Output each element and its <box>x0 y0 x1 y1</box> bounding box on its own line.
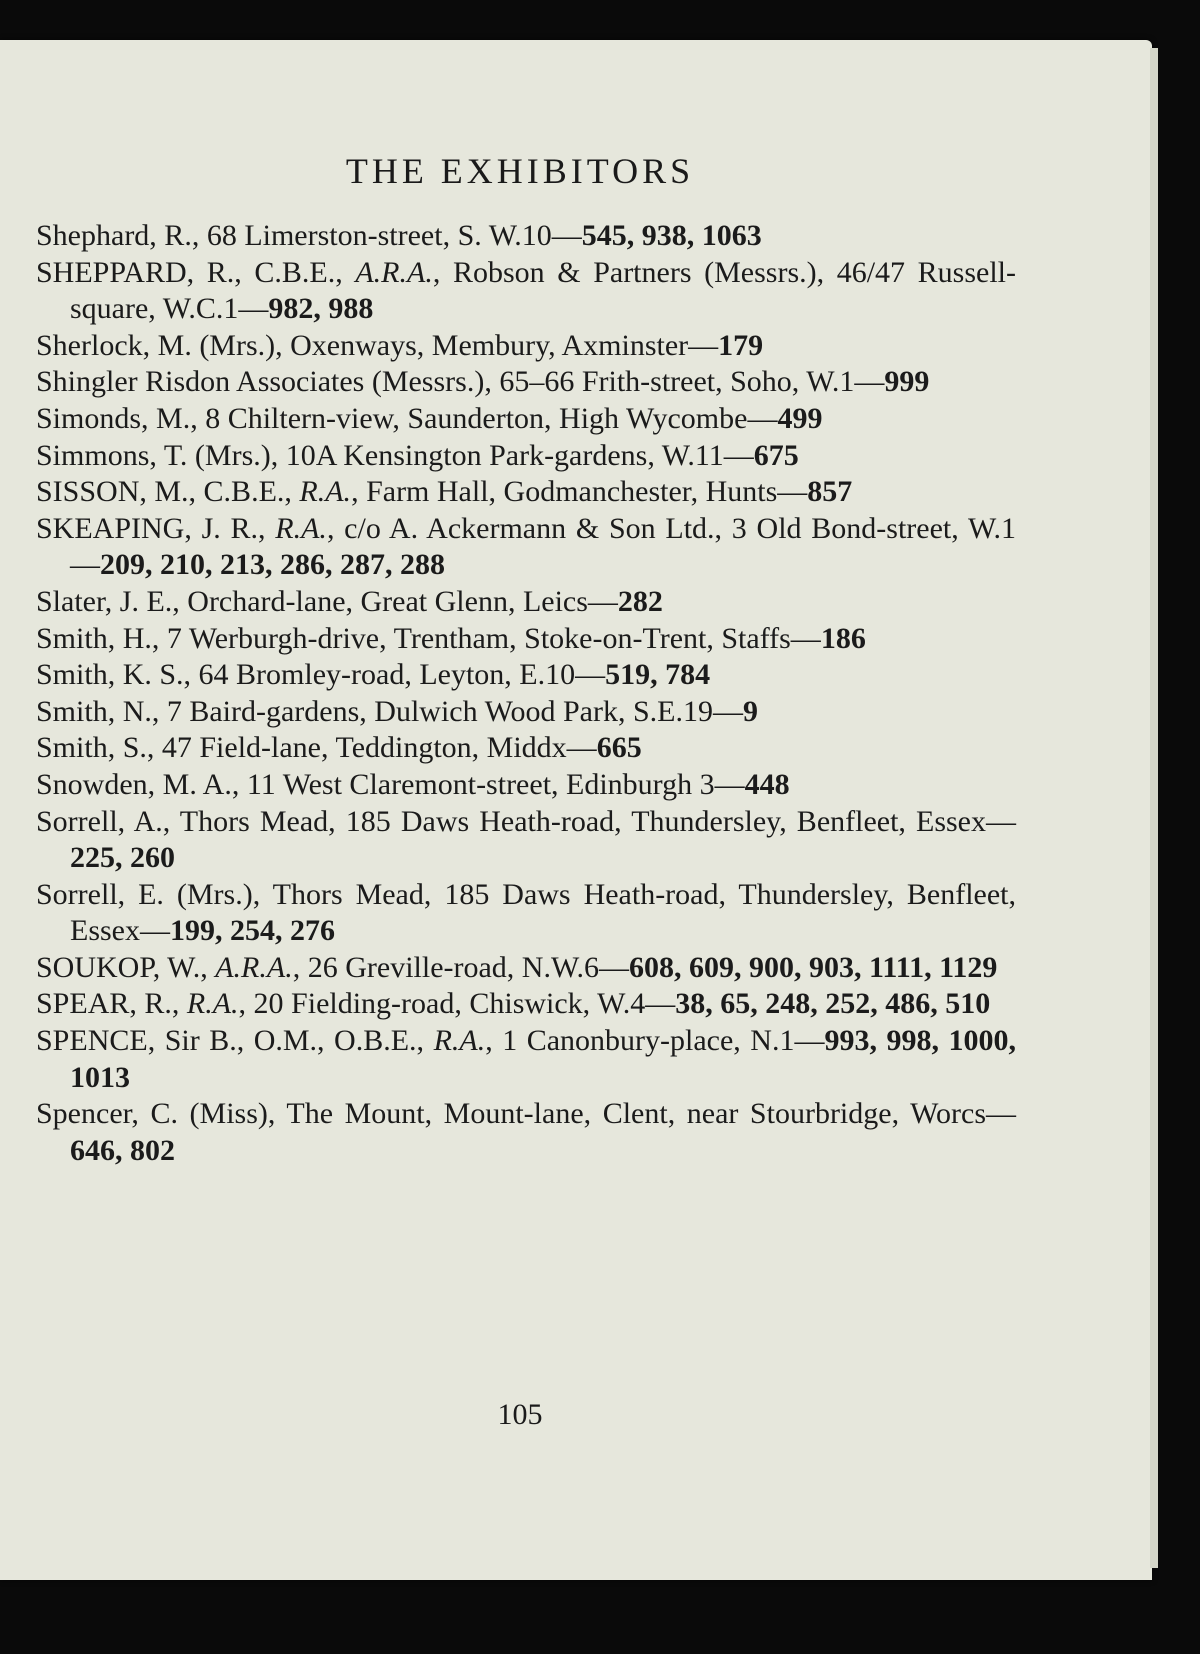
entry-catalogue-numbers: 545, 938, 1063 <box>581 219 762 252</box>
list-item <box>36 694 1016 731</box>
entry-text: Smith, K. S., 64 Bromley-road, Leyton, E.10— <box>36 658 606 692</box>
list-item <box>36 401 1016 438</box>
entry-catalogue-numbers: 993, 998, 1000, 1013 <box>70 1024 1016 1094</box>
entry-honour: R.A. <box>275 511 327 545</box>
list-item <box>36 1023 1016 1096</box>
entry-text: Smith, N., 7 Baird-gardens, Dulwich Wood Park, S.E.19— <box>36 694 743 728</box>
entry-text: Shingler Risdon Associates (Messrs.), 65–66 Frith-street, Soho, W.1— <box>36 365 885 399</box>
list-item <box>36 730 1016 767</box>
entry-text: SKEAPING, J. R., <box>36 511 276 545</box>
entry-address: , 1 Canonbury-place, N.1— <box>485 1024 825 1058</box>
entry-catalogue-numbers: 675 <box>753 438 799 472</box>
entry-catalogue-numbers: 499 <box>777 401 823 435</box>
entry-text: Snowden, M. A., 11 West Claremont-street, Edinburgh 3— <box>36 767 745 801</box>
entry-text: Shephard, R., 68 Limerston-street, S. W.10— <box>36 219 582 252</box>
entry-catalogue-numbers: 282 <box>617 584 663 618</box>
entry-catalogue-numbers: 999 <box>884 365 930 399</box>
entry-catalogue-numbers: 225, 260 <box>70 841 175 875</box>
entry-catalogue-numbers: 186 <box>820 621 866 655</box>
entry-catalogue-numbers: 857 <box>807 475 853 509</box>
page-edge <box>1150 48 1158 1568</box>
page-number: 105 <box>497 1398 543 1431</box>
entry-text: Smith, H., 7 Werburgh-drive, Trentham, Stoke-on-Trent, Staffs— <box>36 621 821 655</box>
list-item <box>36 877 1016 950</box>
entry-address: , 26 Greville-road, N.W.6— <box>292 950 630 984</box>
entry-text: Simmons, T. (Mrs.), 10A Kensington Park-gardens, W.11— <box>36 438 754 472</box>
entry-honour: A.R.A. <box>355 255 433 289</box>
entry-text: Spencer, C. (Miss), The Mount, Mount-lane, Clent, near Stourbridge, Worcs— <box>36 1097 1016 1131</box>
list-item <box>36 657 1016 694</box>
entry-text: SHEPPARD, R., C.B.E., <box>36 255 356 289</box>
entry-address: , Robson & Partners (Messrs.), 46/47 Russell-square, W.C.1— <box>70 255 1017 326</box>
list-item <box>36 804 1016 877</box>
entry-address: , Farm Hall, Godmanchester, Hunts— <box>351 475 808 509</box>
entry-catalogue-numbers: 646, 802 <box>70 1133 175 1167</box>
entry-text: Simonds, M., 8 Chiltern-view, Saunderton, High Wycombe— <box>36 401 778 435</box>
list-item <box>36 511 1016 584</box>
entry-catalogue-numbers: 665 <box>596 731 642 765</box>
exhibitor-list <box>36 218 1016 1169</box>
entry-honour: R.A. <box>433 1024 486 1058</box>
entry-catalogue-numbers: 9 <box>742 694 758 728</box>
entry-text: SOUKOP, W., <box>36 950 216 984</box>
entry-text: Smith, S., 47 Field-lane, Teddington, Middx— <box>36 731 597 765</box>
list-item <box>36 950 1016 987</box>
list-item <box>36 438 1016 475</box>
entry-address: , c/o A. Ackermann & Son Ltd., 3 Old Bond-street, W.1— <box>70 511 1017 582</box>
entry-honour: R.A. <box>299 475 352 509</box>
entry-catalogue-numbers: 179 <box>718 328 764 362</box>
list-item <box>36 364 1016 401</box>
page-title: THE EXHIBITORS <box>345 151 695 191</box>
entry-text: Sherlock, M. (Mrs.), Oxenways, Membury, Axminster— <box>36 328 719 362</box>
entry-honour: A.R.A. <box>215 950 293 984</box>
entry-honour: R.A. <box>186 987 239 1021</box>
list-item <box>36 218 1016 255</box>
entry-catalogue-numbers: 199, 254, 276 <box>170 914 335 948</box>
entry-catalogue-numbers: 448 <box>744 767 790 801</box>
entry-text: Sorrell, E. (Mrs.), Thors Mead, 185 Daws Heath-road, Thundersley, Benfleet, Essex— <box>36 877 1016 948</box>
entry-catalogue-numbers: 38, 65, 248, 252, 486, 510 <box>675 987 991 1021</box>
list-item <box>36 767 1016 804</box>
list-item <box>36 328 1016 365</box>
list-item <box>36 474 1016 511</box>
list-item <box>36 255 1016 328</box>
entry-text: SISSON, M., C.B.E., <box>36 475 300 509</box>
entry-catalogue-numbers: 982, 988 <box>268 292 374 326</box>
entry-text: SPENCE, Sir B., O.M., O.B.E., <box>36 1024 434 1058</box>
entry-text: Slater, J. E., Orchard-lane, Great Glenn, Leics— <box>36 584 618 618</box>
list-item <box>36 584 1016 621</box>
entry-catalogue-numbers: 209, 210, 213, 286, 287, 288 <box>100 548 445 582</box>
entry-catalogue-numbers: 519, 784 <box>605 658 711 692</box>
list-item <box>36 621 1016 658</box>
list-item <box>36 986 1016 1023</box>
entry-text: SPEAR, R., <box>36 987 187 1021</box>
entry-text: Sorrell, A., Thors Mead, 185 Daws Heath-road, Thundersley, Benfleet, Essex— <box>36 804 1016 838</box>
list-item <box>36 1096 1016 1169</box>
entry-address: , 20 Fielding-road, Chiswick, W.4— <box>238 987 676 1021</box>
entry-catalogue-numbers: 608, 609, 900, 903, 1111, 1129 <box>629 950 998 984</box>
